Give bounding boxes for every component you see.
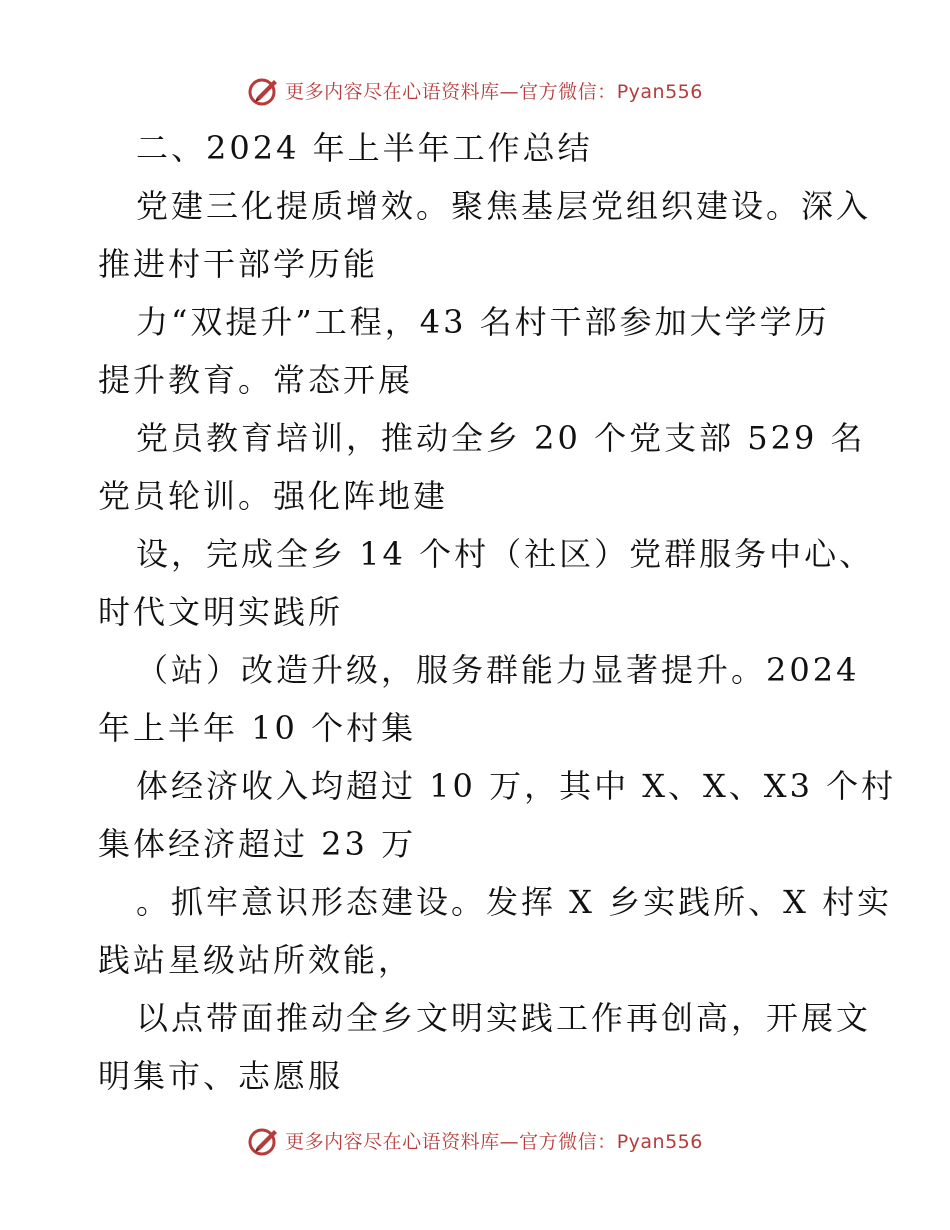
text-line: 时代文明实践所 [98,593,344,631]
text-line: 提升教育。常态开展 [98,361,414,399]
document-body [98,119,897,1105]
section-heading: 二、2024 年上半年工作总结 [136,129,593,167]
watermark-wechat-label: 官方微信： [519,1130,617,1153]
text-line: 。抓牢意识形态建设。发挥 X 乡实践所、X 村实 [136,883,893,921]
watermark-dash: — [499,80,520,103]
watermark-main-text: 更多内容尽在心语资料库 [285,80,500,103]
text-line: 党建三化提质增效。聚焦基层党组织建设。深入 [136,187,872,225]
text-line: （站）改造升级，服务群能力显著提升。2024 [136,651,860,689]
text-line: 推进村干部学历能 [98,245,379,283]
text-line: 集体经济超过 23 万 [98,825,417,863]
text-line: 设，完成全乡 14 个村（社区）党群服务中心、 [136,535,875,573]
watermark-wechat-label: 官方微信： [519,80,617,103]
watermark-wechat-id: Pyan556 [616,1130,703,1153]
text-line: 年上半年 10 个村集 [98,709,417,747]
text-line: 践站星级站所效能， [98,941,414,979]
watermark-dash: — [499,1130,520,1153]
watermark-wechat-id: Pyan556 [616,80,703,103]
pen-logo-icon [247,73,281,107]
watermark-main-text: 更多内容尽在心语资料库 [285,1130,500,1153]
footer-watermark [0,1120,950,1160]
text-line: 明集市、志愿服 [98,1057,344,1095]
text-line: 力“双提升”工程，43 名村干部参加大学学历 [136,303,830,341]
text-line: 体经济收入均超过 10 万，其中 X、X、X3 个村 [136,767,897,805]
watermark-text [285,77,703,104]
text-line: 党员轮训。强化阵地建 [98,477,449,515]
header-watermark [0,70,950,110]
pen-logo-icon [247,1123,281,1157]
text-line: 党员教育培训，推动全乡 20 个党支部 529 名 [136,419,866,457]
watermark-text [285,1127,703,1154]
text-line: 以点带面推动全乡文明实践工作再创高，开展文 [136,999,872,1037]
